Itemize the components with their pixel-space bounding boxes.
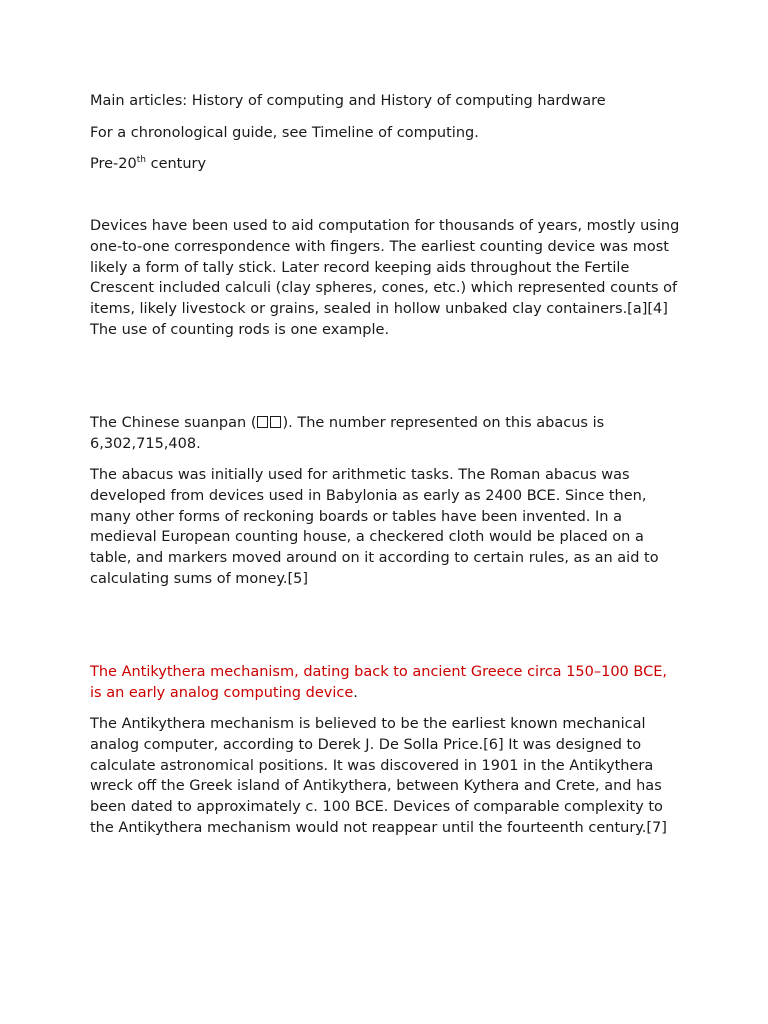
antikythera-paragraph: The Antikythera mechanism is believed to be the earliest known mechanical analog computer, according to Derek J. De Solla Price.[6] It was designed to calculate astronomical positions. It was discovered in 1901 in the Antikythera wreck off the Greek island of Antikythera, between Kythera and Crete, and has been dated to approximately c. 100 BCE. Devices of comparable complexity to the Antikythera mechanism would not reappear until the fourteenth century.[7] xyxy=(90,716,667,836)
section-heading-suffix: century xyxy=(145,156,207,172)
section-heading-prefix: Pre-20 xyxy=(90,156,137,172)
suanpan-caption-after: ). The number represented on this abacus is 6,302,715,408. xyxy=(90,415,605,452)
main-articles-note: Main articles: History of computing and History of computing hardware xyxy=(90,93,606,109)
antikythera-caption-end: . xyxy=(353,684,358,701)
missing-glyph-icon xyxy=(270,416,281,428)
antikythera-caption-red-text: The Antikythera mechanism, dating back to ancient Greece circa 150–100 BCE, is an early analog computing device xyxy=(90,664,667,701)
antikythera-caption xyxy=(90,662,682,704)
section-heading xyxy=(90,154,682,175)
chronological-guide-note: For a chronological guide, see Timeline of computing. xyxy=(90,125,479,141)
abacus-paragraph: The abacus was initially used for arithmetic tasks. The Roman abacus was developed from devices used in Babylonia as early as 2400 BCE. Since then, many other forms of reckoning boards or tables have been invented. In a medieval European counting house, a checkered cloth would be placed on a table, and markers moved around on it according to certain rules, as an aid to calculating sums of money.[5] xyxy=(90,467,659,587)
missing-glyph-icon xyxy=(257,416,268,428)
suanpan-caption-before: The Chinese suanpan ( xyxy=(90,415,257,431)
suanpan-caption xyxy=(90,413,682,455)
devices-paragraph: Devices have been used to aid computation for thousands of years, mostly using one-to-one correspondence with fingers. The earliest counting device was most likely a form of tally stick. Later record keeping aids throughout the Fertile Crescent included calculi (clay spheres, cones, etc.) which represented counts of items, likely livestock or grains, sealed in hollow unbaked clay containers.[a][4] The use of counting rods is one example. xyxy=(90,218,680,338)
section-heading-superscript: th xyxy=(136,155,146,165)
